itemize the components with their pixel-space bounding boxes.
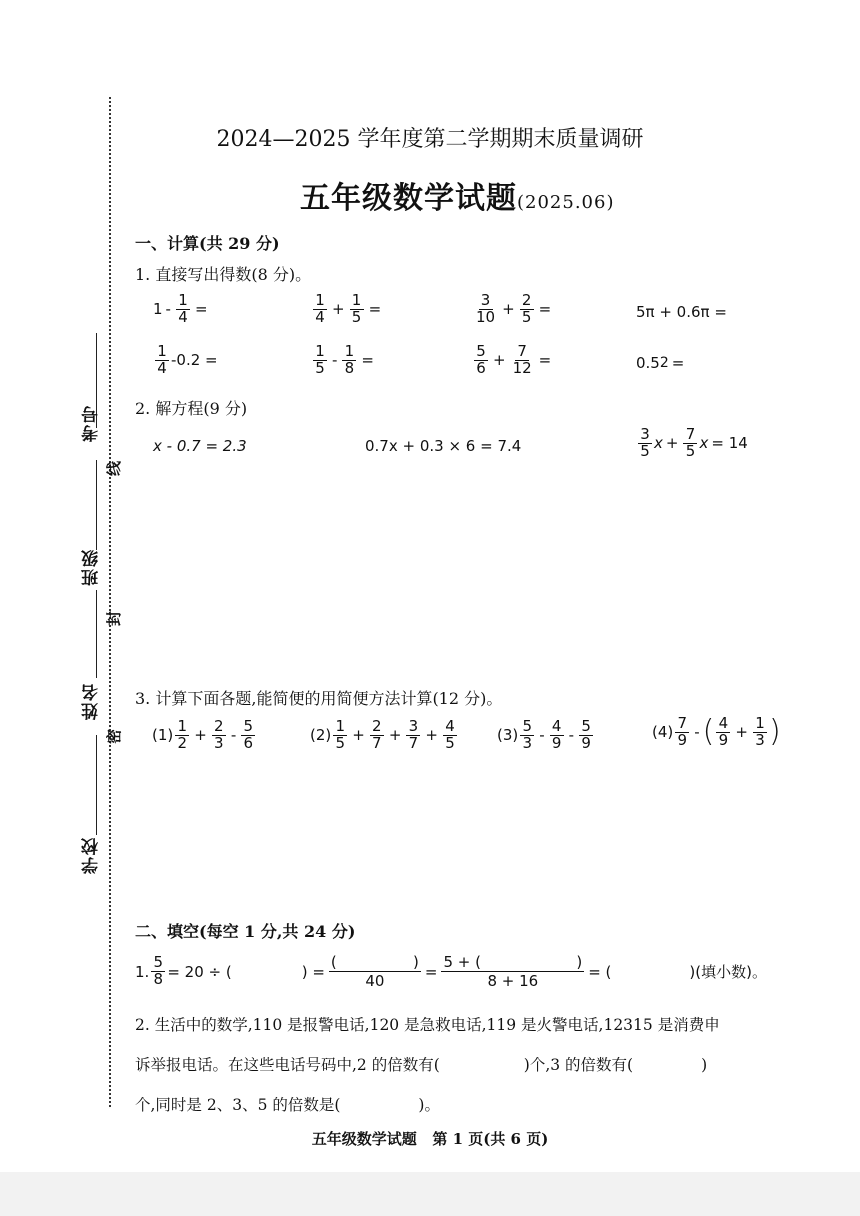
frac-num: 5 [474, 344, 488, 361]
calc-item-7 [472, 344, 554, 377]
name-label: 姓名 [82, 682, 102, 720]
frac-den: 3 [755, 730, 765, 749]
fill-q2-line2 [135, 1053, 707, 1075]
frac-num: 7 [515, 344, 529, 361]
fill-q2-line2-c: ) [701, 1056, 708, 1074]
operator: - [230, 726, 237, 745]
q2-title: 2. 解方程(9 分) [135, 399, 248, 418]
operator: - [539, 726, 545, 745]
fill-q1-part4: )(填小数)。 [689, 963, 767, 981]
frac-den: 4 [178, 307, 188, 326]
left-paren: ( [702, 714, 715, 750]
page-bottom-margin [0, 1172, 860, 1216]
exam-period-title: 2024—2025 学年度第二学期期末质量调研 [216, 127, 644, 152]
frac-num: 5 [579, 719, 593, 736]
frac-num: 3 [638, 427, 652, 444]
seal-char-seal: 封 [105, 610, 124, 627]
frac-num: 3 [479, 293, 493, 310]
frac-num: 1 [175, 719, 189, 736]
frac-b [683, 427, 697, 460]
operator: - [332, 351, 338, 370]
simplify-problem-1 [152, 719, 257, 752]
calc-item-4 [636, 303, 727, 321]
power-exponent: 2 [659, 355, 669, 371]
problem-label: (1) [152, 726, 174, 745]
calc-item-6 [311, 344, 377, 377]
frac-num: 1 [350, 293, 364, 310]
equals: = [671, 354, 685, 372]
fill-q1-label: 1. [135, 962, 150, 981]
frac-den: 5 [351, 307, 362, 326]
name-line [96, 590, 97, 678]
calc-item-1 [153, 293, 211, 326]
operator: + [425, 726, 438, 745]
frac-den: 12 [512, 358, 532, 377]
frac-b [520, 293, 534, 326]
operator: - [568, 726, 575, 745]
frac-a [155, 344, 169, 377]
blank-numerator: ( ) [330, 953, 419, 971]
fill-q1-part3: = ( [588, 962, 612, 981]
fill-q1-blank-fraction[interactable] [329, 953, 421, 990]
right-paren: ) [768, 714, 781, 750]
exam-number-label: 考号 [82, 404, 102, 442]
class-line [96, 460, 97, 550]
frac-den: 4 [315, 307, 325, 326]
frac-den: 6 [476, 358, 486, 377]
simplify-problem-3 [497, 719, 595, 752]
q3-title: 3. 计算下面各题,能简便的用简便方法计算(12 分)。 [135, 689, 503, 708]
frac-num: 1 [333, 719, 347, 736]
frac-den: 5 [521, 307, 532, 326]
frac-num: 5 [241, 719, 255, 736]
frac-num: 7 [683, 427, 697, 444]
fill-q1 [135, 953, 767, 990]
seal-char-secret: 密 [105, 728, 124, 745]
calc-item-1-eq: = [194, 300, 208, 319]
section1-title: 一、计算(共 29 分) [135, 234, 280, 253]
frac-num: 2 [520, 293, 534, 310]
blank-denominator: 40 [365, 972, 385, 990]
frac [370, 719, 384, 752]
operator: + [352, 726, 365, 745]
frac [520, 719, 534, 752]
frac-num: 1 [342, 344, 356, 361]
school-line [96, 735, 97, 835]
frac-den: 5 [640, 441, 650, 460]
operator: - [694, 723, 700, 742]
frac-den: 10 [476, 307, 496, 326]
frac-num: 1 [753, 716, 767, 733]
fill-q2-line2-b: )个,3 的倍数有( [523, 1056, 634, 1074]
frac-num: 4 [550, 719, 564, 736]
operator: + [665, 434, 679, 453]
frac-den: 8 [344, 358, 355, 377]
equals: = [368, 300, 382, 319]
frac [241, 719, 255, 752]
sum-numerator: 5 + ( ) [443, 953, 583, 971]
frac-num: 7 [675, 716, 689, 733]
simplify-problem-4 [652, 716, 781, 749]
frac-num: 2 [212, 719, 226, 736]
binding-dotted-line [109, 97, 111, 1107]
power-base: 0.5 [636, 354, 660, 372]
fill-q1-sum-fraction[interactable] [441, 953, 584, 990]
calc-item-4-text: 5π + 0.6π = [636, 303, 727, 321]
frac-num: 5 [520, 719, 534, 736]
operator: + [194, 726, 207, 745]
frac [406, 719, 420, 752]
frac [716, 716, 730, 749]
operator: + [493, 351, 506, 370]
equals: = [538, 300, 552, 319]
sum-denominator: 8 + 16 [487, 972, 539, 990]
frac-den: 5 [685, 441, 696, 460]
equals: = [538, 351, 552, 370]
frac-b [350, 293, 364, 326]
operator: + [735, 723, 748, 742]
frac-num: 3 [406, 719, 420, 736]
calc-item-1-op: - [165, 300, 171, 319]
class-label: 班级 [82, 548, 102, 586]
frac-den: 5 [315, 358, 325, 377]
frac-den: 9 [581, 733, 591, 752]
calc-item-5-rest: -0.2 = [171, 351, 218, 370]
frac-den: 3 [522, 733, 533, 752]
frac [333, 719, 347, 752]
operator: + [502, 300, 515, 319]
equals: = [361, 351, 374, 370]
frac-a [313, 293, 327, 326]
frac [675, 716, 689, 749]
fill-q1-part1: = 20 ÷ ( [167, 962, 232, 981]
equation-3 [636, 427, 748, 460]
variable-x: x [654, 434, 663, 453]
school-label: 学校 [82, 836, 102, 874]
fill-q2-line1: 2. 生活中的数学,110 是报警电话,120 是急救电话,119 是火警电话,12315 是消费申 [135, 1016, 720, 1034]
calc-item-3 [472, 293, 554, 326]
frac [550, 719, 564, 752]
frac-num: 1 [313, 344, 327, 361]
simplify-problem-2 [310, 719, 459, 752]
problem-label: (2) [310, 726, 332, 745]
exam-title [300, 173, 614, 217]
frac-den: 9 [677, 730, 688, 749]
calc-item-5 [153, 344, 218, 377]
frac-den: 6 [243, 733, 254, 752]
frac [443, 719, 457, 752]
section2-title: 二、填空(每空 1 分,共 24 分) [135, 922, 356, 941]
operator: + [332, 300, 345, 319]
fill-q2-line3-a: 个,同时是 2、3、5 的倍数是( [135, 1096, 341, 1114]
problem-label: (3) [497, 726, 519, 745]
equation-1: x - 0.7 = 2.3 [153, 437, 247, 455]
frac-a [313, 344, 327, 377]
operator: + [388, 726, 402, 745]
frac-b [342, 344, 356, 377]
frac-num: 4 [443, 719, 457, 736]
exam-title-text: 五年级数学试题 [300, 181, 517, 216]
frac-den: 9 [718, 730, 729, 749]
variable-x: x [699, 434, 709, 453]
calc-item-8 [636, 354, 687, 372]
frac-den: 8 [153, 970, 164, 988]
fill-q2-line2-a: 诉举报电话。在这些电话号码中,2 的倍数有( [135, 1056, 440, 1074]
equation-2: 0.7x + 0.3 × 6 = 7.4 [365, 437, 522, 455]
frac-a [474, 293, 497, 326]
frac-num: 1 [155, 344, 169, 361]
frac [175, 719, 189, 752]
frac-den: 9 [551, 733, 562, 752]
frac-den: 5 [445, 733, 455, 752]
fill-q1-part2: ) = [301, 962, 325, 981]
equation-3-rest: = 14 [711, 434, 748, 453]
q1-title: 1. 直接写出得数(8 分)。 [135, 265, 312, 284]
frac-num: 2 [370, 719, 384, 736]
calc-item-1-a: 1 [153, 300, 163, 319]
frac-den: 2 [177, 733, 188, 752]
calc-item-1-frac [176, 293, 190, 326]
fill-q2-line3 [135, 1093, 440, 1115]
page-footer: 五年级数学试题 第 1 页(共 6 页) [311, 1130, 549, 1148]
frac-num: 5 [151, 955, 165, 972]
frac-den: 3 [214, 733, 224, 752]
problem-label: (4) [652, 723, 674, 742]
fill-q2-line3-b: )。 [418, 1096, 440, 1114]
frac-b [511, 344, 534, 377]
frac-num: 4 [716, 716, 730, 733]
frac-a [474, 344, 488, 377]
frac [579, 719, 593, 752]
frac-den: 7 [372, 733, 382, 752]
frac [212, 719, 226, 752]
fill-q1-frac [151, 955, 165, 988]
frac-den: 4 [157, 358, 167, 377]
frac-den: 5 [335, 733, 346, 752]
exam-date: (2025.06) [517, 192, 615, 213]
equals: = [424, 962, 438, 981]
frac-num: 1 [313, 293, 327, 310]
calc-item-2 [311, 293, 384, 326]
frac [753, 716, 767, 749]
frac-den: 7 [408, 733, 419, 752]
frac-num: 1 [176, 293, 190, 310]
seal-char-line: 线 [105, 460, 124, 477]
frac-a [638, 427, 652, 460]
